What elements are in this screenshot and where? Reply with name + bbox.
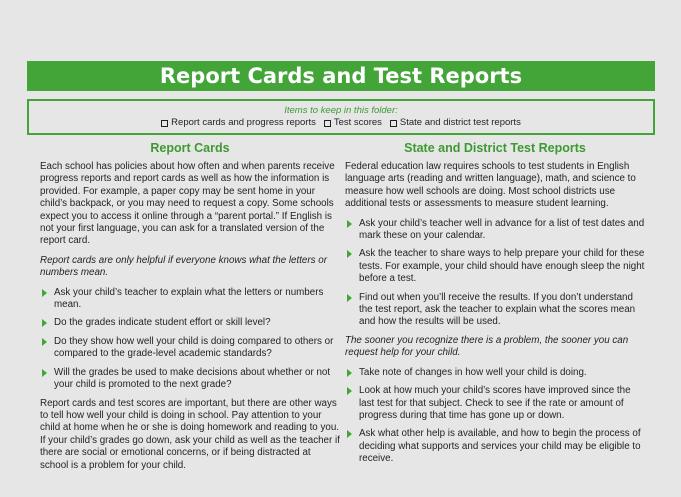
arrow-bullet-icon [347,430,352,438]
list-item: Do they show how well your child is doing compared to others or compared to the grade-level academic standards? [40,336,340,361]
list-item: Ask your child’s teacher to explain what the letters or numbers mean. [40,287,340,312]
test-reports-italic-note: The sooner you recognize there is a problem, the sooner you can request help for your child. [345,334,629,359]
arrow-bullet-icon [42,289,47,297]
list-item: Ask your child’s teacher well in advance for a list of test dates and mark these on your calendar. [345,218,645,243]
report-cards-italic-note: Report cards are only helpful if everyone knows what the letters or numbers mean. [40,254,327,279]
report-cards-column [40,140,340,479]
test-reports-bullets-1 [345,218,645,329]
arrow-bullet-icon [42,338,47,346]
folder-item [161,117,316,129]
folder-item-label: State and district test reports [399,117,521,128]
report-cards-closing: Report cards and test scores are important, but there are other ways to tell how well your child is doing in school. Pay attention to your child at home when he or she is doing homework and reading to you. If your child’s grades go down, ask your child as well as the teacher if there are social or emotional concerns, or if being distracted at school is a problem for your child. [40,397,340,471]
folder-items-list [29,117,653,129]
checkbox-icon [390,120,397,127]
arrow-bullet-icon [347,220,352,228]
checkbox-icon [324,120,331,127]
folder-item-label: Test scores [333,117,382,128]
list-item: Ask what other help is available, and how to begin the process of deciding what supports and services your child may be eligible to receive. [345,428,645,465]
folder-items-box [27,99,655,135]
list-item: Will the grades be used to make decisions about whether or not your child is promoted to the next grade? [40,367,340,392]
folder-item [324,117,382,129]
page-title: Report Cards and Test Reports [159,64,523,88]
list-item: Find out when you’ll receive the results. If you don’t understand the test report, ask the teacher to explain what the scores mean and how the results will be used. [345,292,645,329]
list-item: Do the grades indicate student effort or skill level? [40,317,340,329]
test-reports-title: State and District Test Reports [404,141,586,155]
arrow-bullet-icon [347,387,352,395]
folder-item-label: Report cards and progress reports [171,117,316,128]
page-title-banner [27,61,655,91]
test-reports-column [345,140,645,472]
test-reports-intro: Federal education law requires schools to test students in English language arts (reading and written language), math, and science to measure how well schools are doing. Most school districts use additional tests or assessments to measure student learning. [345,161,636,210]
report-cards-title: Report Cards [150,141,230,155]
list-item: Take note of changes in how well your child is doing. [345,367,645,379]
report-cards-intro: Each school has policies about how often and when parents receive progress reports and report cards as well as how the information is provided. For example, a paper copy may be sent home in your child’s backpack, or you may need to request a copy. Some schools expect you to access it online through a “parent portal.” If English is not your first language, you can ask for a translated version of the report card. [40,161,335,247]
folder-heading: Items to keep in this folder: [284,105,398,116]
arrow-bullet-icon [347,294,352,302]
folder-item [390,117,521,129]
list-item: Look at how much your child’s scores have improved since the last test for that subject. Check to see if the rate or amount of progress during that time has gone up or down. [345,385,645,422]
report-cards-bullets [40,287,340,392]
test-reports-bullets-2 [345,367,645,466]
arrow-bullet-icon [347,250,352,258]
arrow-bullet-icon [42,319,47,327]
list-item: Ask the teacher to share ways to help prepare your child for these tests. For example, your child should have enough sleep the night before a test. [345,248,645,285]
arrow-bullet-icon [42,369,47,377]
arrow-bullet-icon [347,369,352,377]
checkbox-icon [161,120,168,127]
